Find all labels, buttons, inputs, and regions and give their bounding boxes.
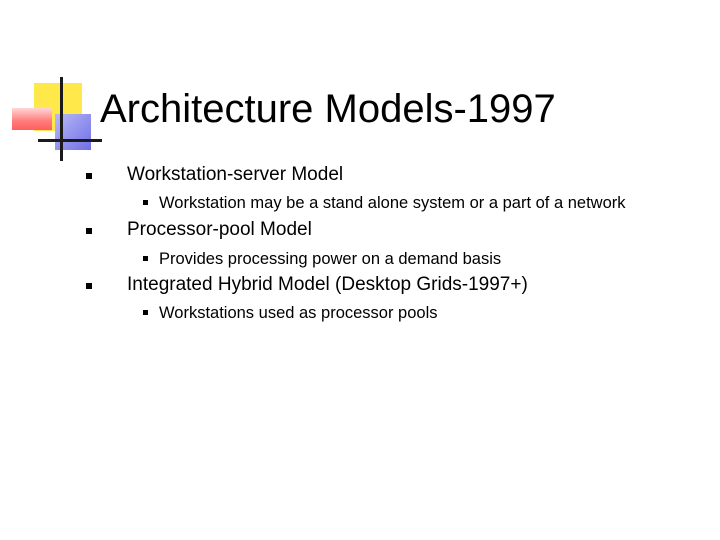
square-bullet-icon	[143, 200, 148, 205]
sub-bullet-text: Workstation may be a stand alone system or a part of a network	[159, 194, 626, 212]
bullet-text: Integrated Hybrid Model (Desktop Grids-1997+)	[127, 274, 528, 295]
square-bullet-icon	[86, 283, 92, 289]
bullet-text: Processor-pool Model	[127, 219, 312, 240]
square-bullet-icon	[86, 228, 92, 234]
bullet-text: Workstation-server Model	[127, 164, 344, 185]
sub-bullet-text: Provides processing power on a demand basis	[159, 250, 502, 268]
slide-title: Architecture Models-1997	[100, 87, 556, 131]
square-bullet-icon	[86, 173, 92, 179]
square-bullet-icon	[143, 310, 148, 315]
sub-bullet-text: Workstations used as processor pools	[159, 304, 438, 322]
square-bullet-icon	[143, 256, 148, 261]
